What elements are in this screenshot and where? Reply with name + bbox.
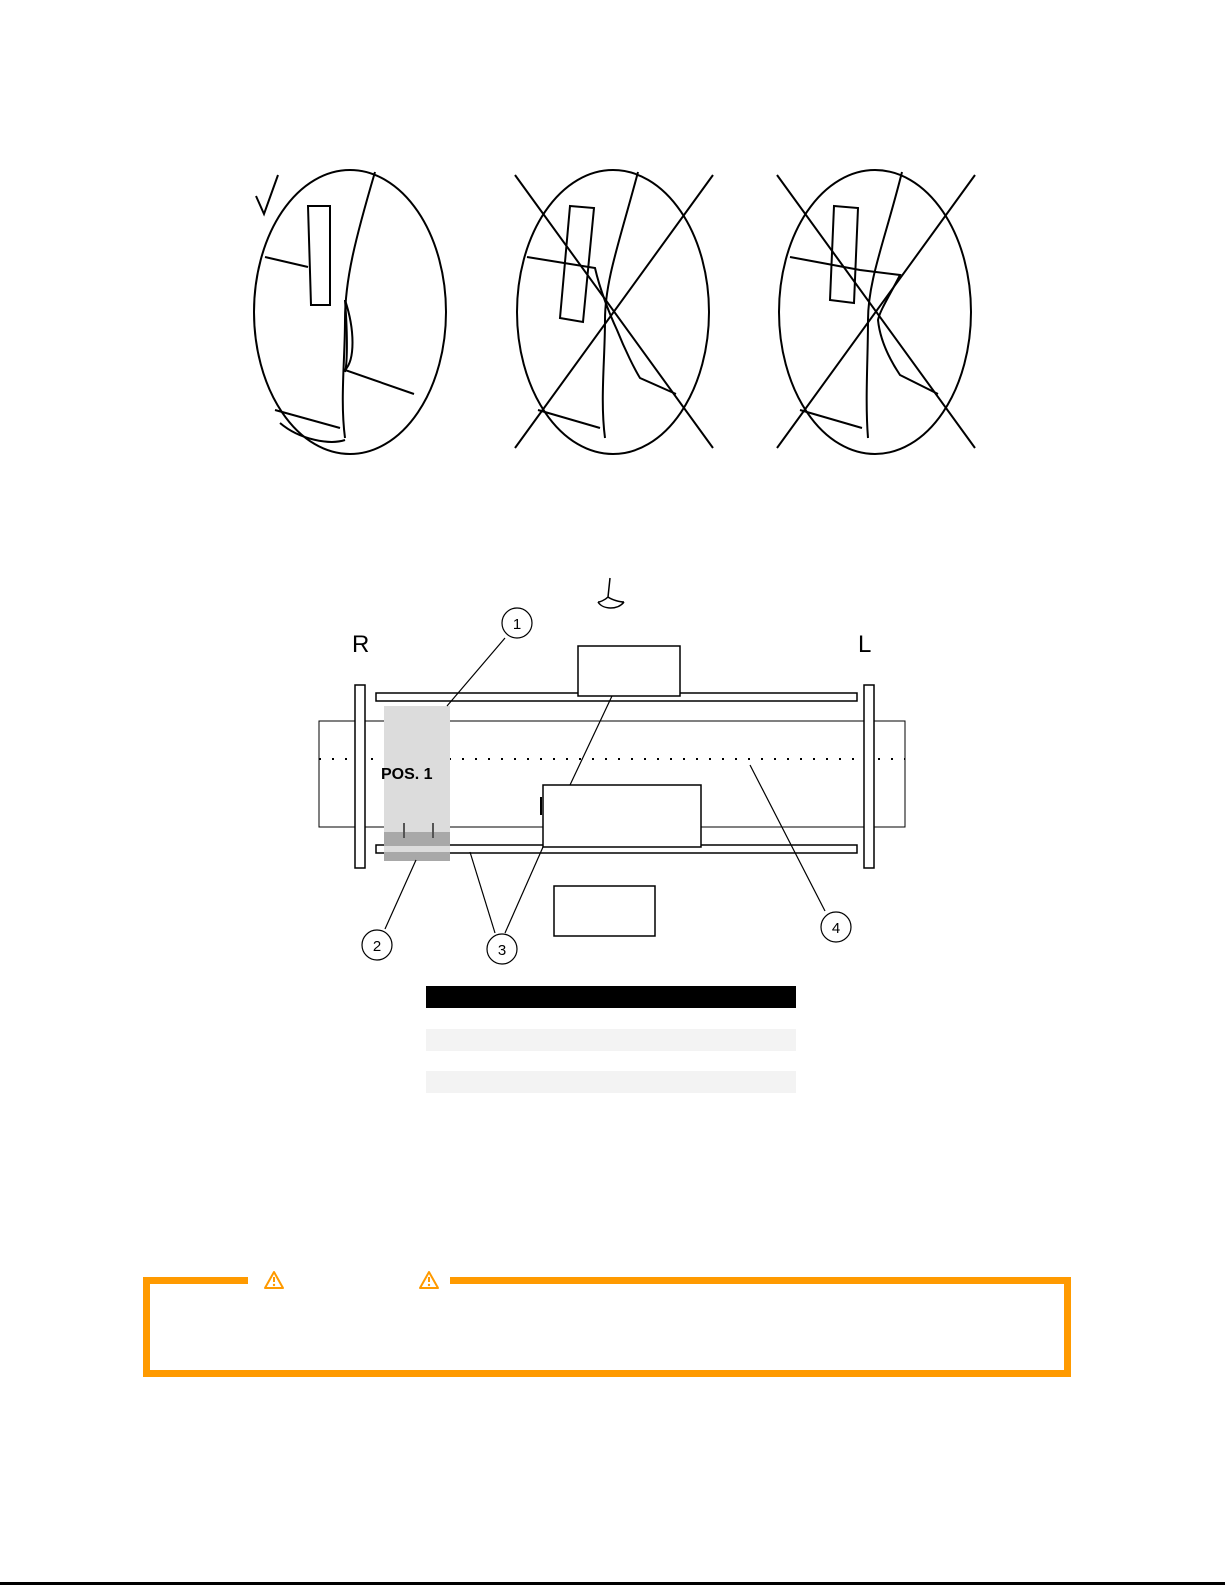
middle-box bbox=[543, 785, 701, 847]
callout-4 bbox=[821, 912, 851, 942]
svg-text:3: 3 bbox=[497, 942, 507, 959]
upper-box bbox=[578, 646, 680, 696]
warning-triangle-icon bbox=[418, 1270, 440, 1290]
svg-text:1: 1 bbox=[512, 616, 522, 633]
position-1-clamp-base bbox=[384, 852, 450, 861]
side-left-label: L bbox=[858, 631, 872, 658]
callout-1 bbox=[502, 608, 532, 638]
right-side-plate bbox=[355, 685, 365, 868]
svg-text:4: 4 bbox=[831, 920, 841, 937]
table-row bbox=[426, 1071, 796, 1093]
viewer-eye-icon bbox=[598, 578, 624, 608]
warning-box bbox=[143, 1277, 1071, 1377]
warning-triangle-icon bbox=[263, 1270, 285, 1290]
svg-text:2: 2 bbox=[372, 938, 382, 955]
table-row bbox=[426, 1029, 796, 1051]
position-label: POS. 1 bbox=[381, 766, 433, 783]
lower-box bbox=[554, 886, 655, 936]
left-side-plate bbox=[864, 685, 874, 868]
callout-3 bbox=[487, 934, 517, 964]
table-header bbox=[426, 986, 796, 1008]
callout-2 bbox=[362, 930, 392, 960]
side-right-label: R bbox=[352, 631, 370, 658]
position-1-clamp bbox=[384, 832, 450, 846]
